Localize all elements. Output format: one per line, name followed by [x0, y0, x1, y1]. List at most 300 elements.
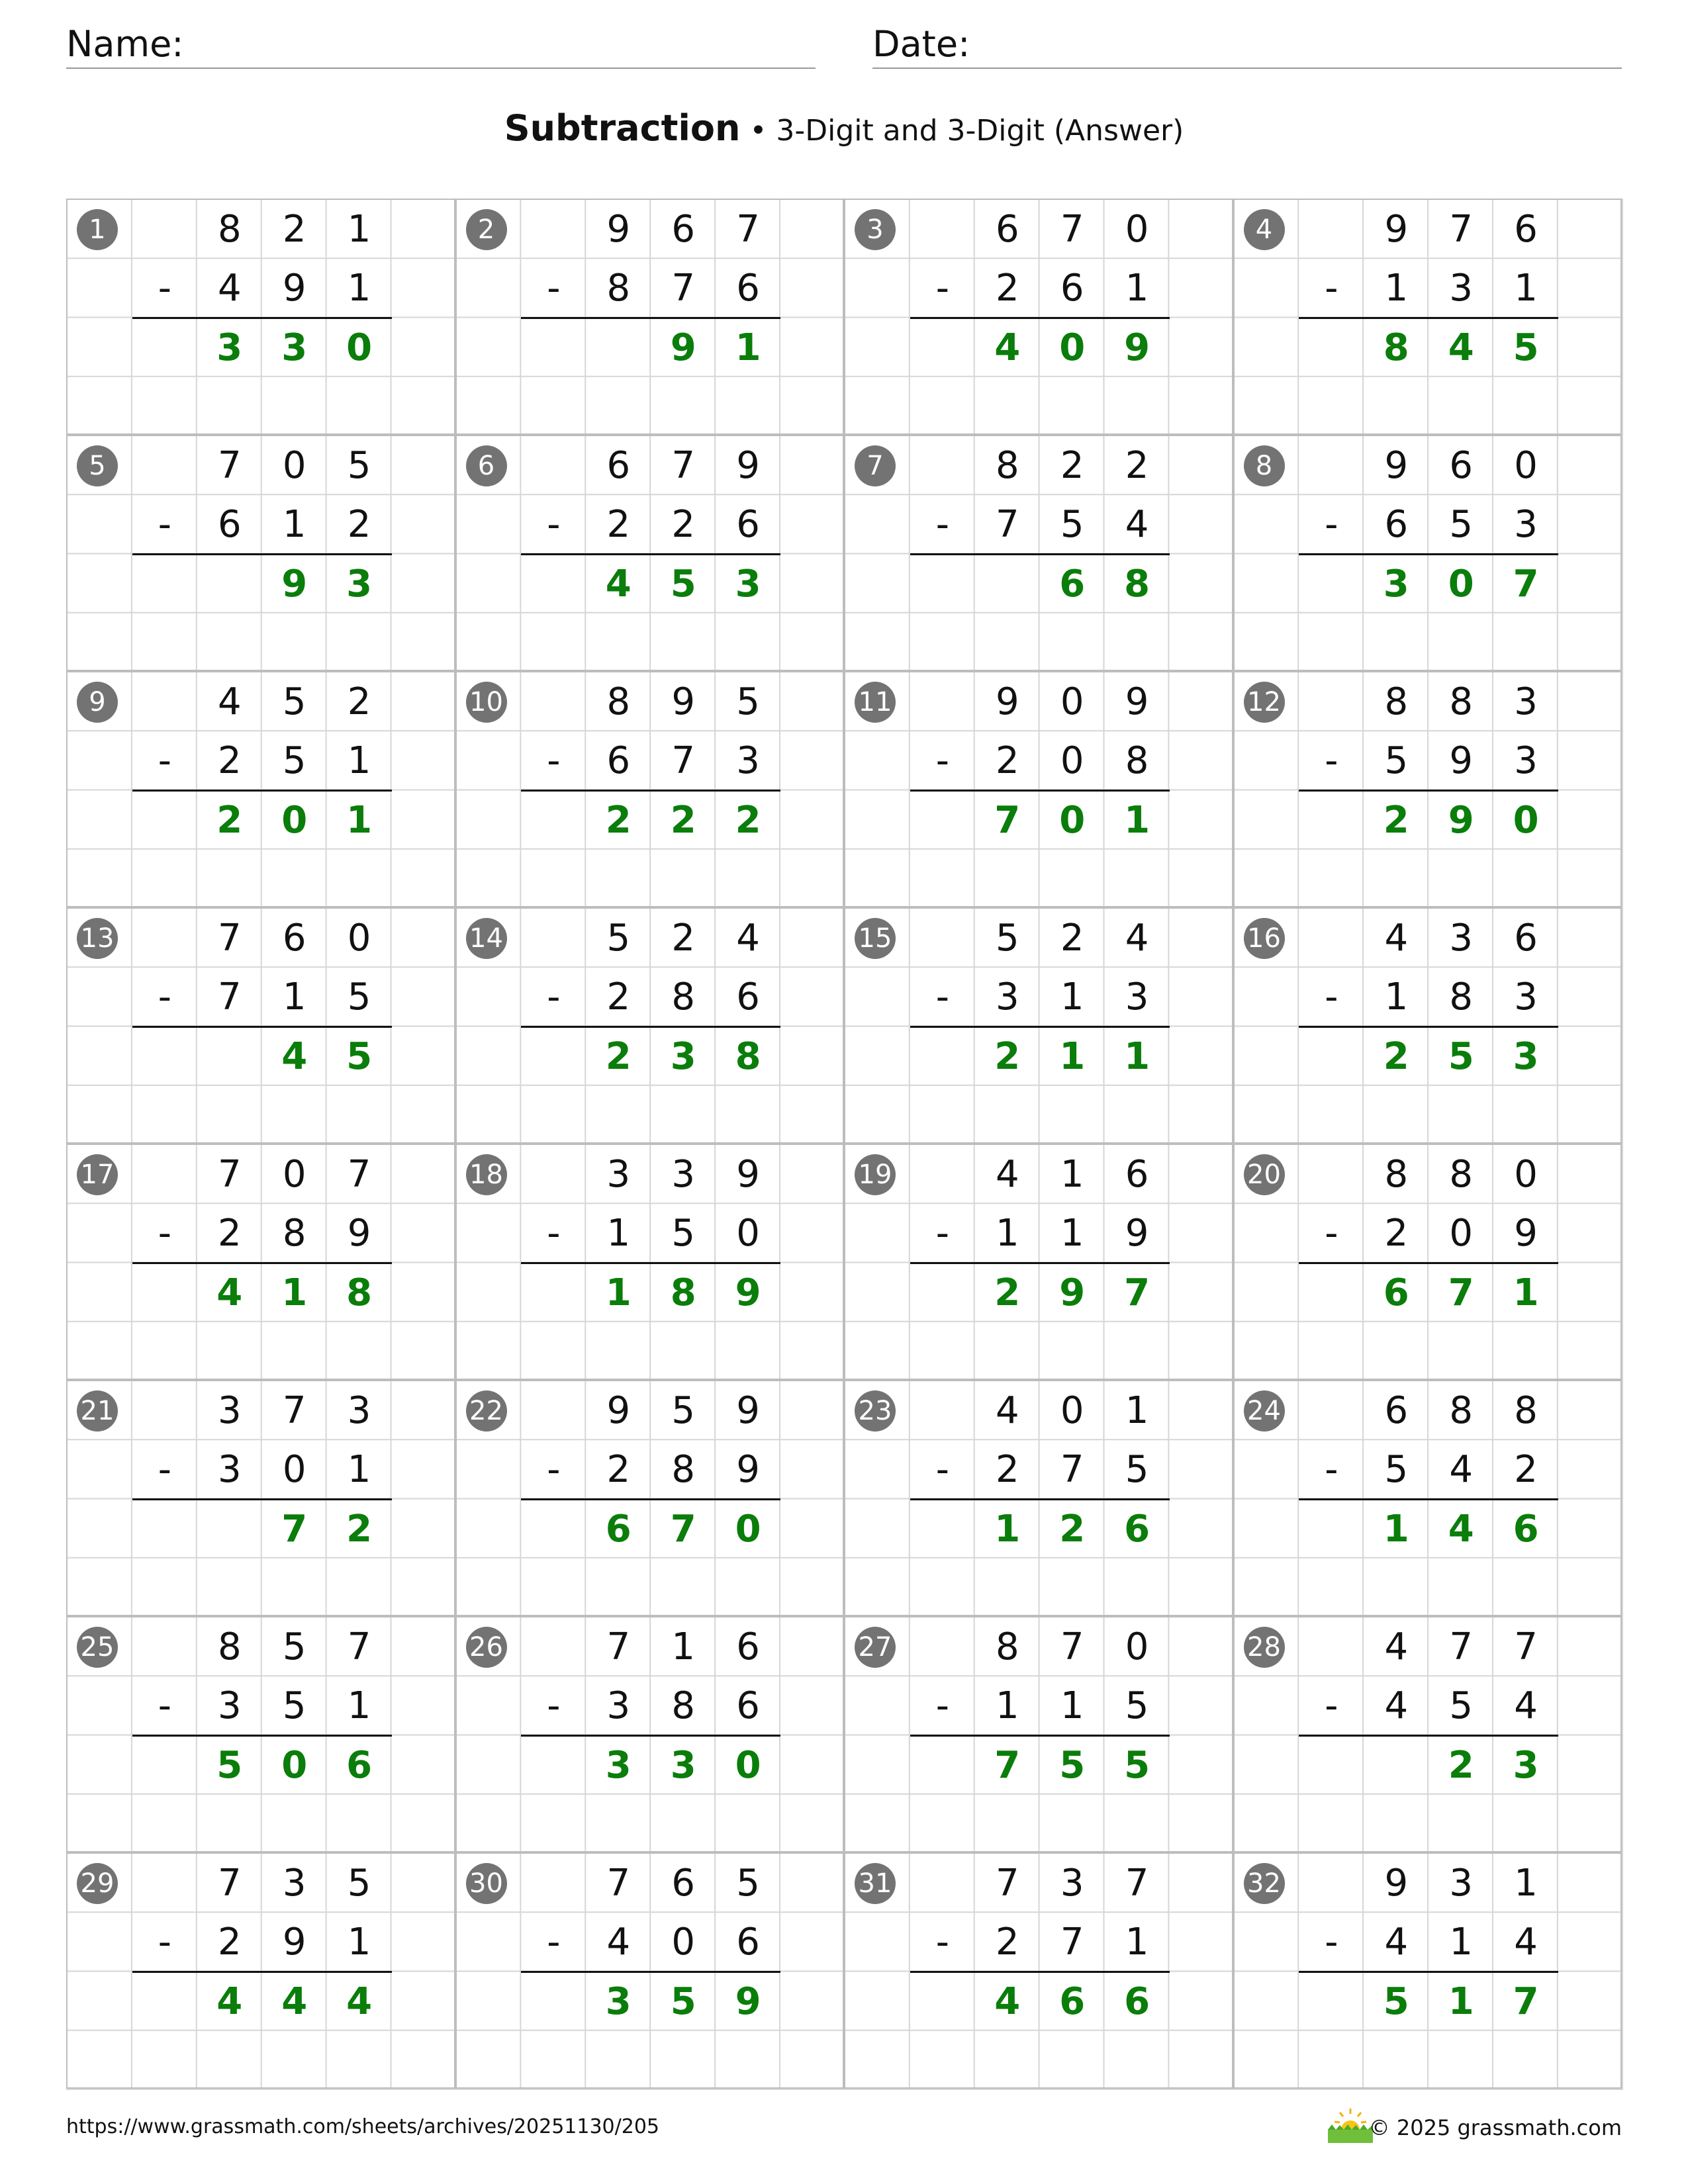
problem-number-badge: 25 [77, 1627, 118, 1668]
subtrahend-digit: 3 [217, 1448, 242, 1492]
problem-number-badge: 18 [466, 1154, 507, 1195]
minuend-digit: 2 [671, 917, 696, 960]
answer-digit: 0 [735, 1507, 761, 1551]
answer-rule [1299, 1498, 1558, 1500]
minuend-digit: 9 [671, 680, 696, 723]
minuend-digit: 7 [217, 1153, 242, 1196]
minus-sign: - [158, 1212, 171, 1255]
subtrahend-digit: 8 [1449, 976, 1474, 1019]
problem-20 [1233, 1144, 1622, 1380]
minuend-digit: 7 [671, 444, 696, 487]
subtrahend-digit: 8 [671, 976, 696, 1019]
subtrahend-digit: 1 [1060, 1684, 1084, 1728]
answer-rule [910, 1735, 1170, 1737]
problem-number-badge: 11 [855, 682, 896, 723]
answer-digit: 7 [1513, 562, 1539, 606]
minus-sign: - [158, 1684, 171, 1728]
problem-14 [455, 907, 845, 1144]
answer-digit: 7 [1124, 1271, 1150, 1314]
minuend-digit: 5 [736, 1862, 760, 1905]
subtrahend-digit: 3 [1514, 503, 1538, 547]
minus-sign: - [935, 976, 949, 1019]
minuend-digit: 3 [1449, 1862, 1474, 1905]
subtrahend-digit: 7 [671, 739, 696, 783]
subtrahend-digit: 2 [347, 503, 371, 547]
problem-18 [455, 1144, 845, 1380]
subtrahend-digit: 5 [282, 1684, 306, 1728]
minuend-digit: 3 [606, 1153, 631, 1196]
problem-number-badge: 16 [1244, 918, 1285, 959]
minus-sign: - [935, 1212, 949, 1255]
answer-rule [132, 1498, 392, 1500]
subtrahend-digit: 5 [1125, 1684, 1149, 1728]
problem-number-badge: 2 [466, 209, 507, 250]
answer-rule [132, 1735, 392, 1737]
minus-sign: - [1325, 1448, 1338, 1492]
subtrahend-digit: 5 [282, 739, 306, 783]
minuend-digit: 2 [347, 680, 371, 723]
answer-rule [1299, 1262, 1558, 1264]
problem-15 [844, 907, 1233, 1144]
subtrahend-digit: 2 [995, 1448, 1019, 1492]
answer-digit: 4 [216, 1271, 243, 1314]
problem-6 [455, 435, 845, 671]
subtrahend-digit: 5 [1449, 503, 1474, 547]
minuend-digit: 8 [995, 1625, 1019, 1668]
subtrahend-digit: 1 [1384, 976, 1409, 1019]
minus-sign: - [158, 267, 171, 310]
problem-number-badge: 13 [77, 918, 118, 959]
subtrahend-digit: 8 [671, 1448, 696, 1492]
subtrahend-digit: 2 [995, 267, 1019, 310]
minus-sign: - [935, 1684, 949, 1728]
problem-number-badge: 14 [466, 918, 507, 959]
subtrahend-digit: 1 [282, 503, 306, 547]
problem-number-badge: 26 [466, 1627, 507, 1668]
minuend-digit: 7 [1060, 1625, 1084, 1668]
subtrahend-digit: 8 [1125, 739, 1149, 783]
minuend-digit: 0 [1060, 680, 1084, 723]
minus-sign: - [1325, 1684, 1338, 1728]
minuend-digit: 6 [1514, 208, 1538, 251]
problem-8 [1233, 435, 1622, 671]
answer-digit: 1 [1448, 1979, 1474, 2023]
minuend-digit: 9 [1384, 1862, 1409, 1905]
subtrahend-digit: 3 [217, 1684, 242, 1728]
minuend-digit: 1 [1514, 1862, 1538, 1905]
minuend-digit: 2 [1060, 444, 1084, 487]
answer-digit: 4 [605, 562, 632, 606]
minuend-digit: 0 [347, 917, 371, 960]
answer-digit: 6 [346, 1743, 373, 1787]
answer-digit: 8 [735, 1034, 761, 1078]
problem-number-badge: 1 [77, 209, 118, 250]
answer-digit: 2 [994, 1034, 1021, 1078]
date-field[interactable] [872, 20, 1622, 69]
minuend-digit: 6 [1384, 1389, 1409, 1432]
title-main: Subtraction [504, 107, 741, 149]
answer-digit: 3 [735, 562, 761, 606]
answer-rule [1299, 1735, 1558, 1737]
answer-digit: 6 [1383, 1271, 1409, 1314]
subtrahend-digit: 6 [736, 1684, 760, 1728]
answer-digit: 4 [994, 1979, 1021, 2023]
minuend-digit: 3 [671, 1153, 696, 1196]
minuend-digit: 7 [217, 1862, 242, 1905]
subtrahend-digit: 3 [1125, 976, 1149, 1019]
answer-digit: 0 [1448, 562, 1474, 606]
answer-rule [1299, 790, 1558, 792]
subtrahend-digit: 3 [995, 976, 1019, 1019]
subtrahend-digit: 1 [995, 1212, 1019, 1255]
answer-digit: 3 [1513, 1743, 1539, 1787]
minuend-digit: 5 [347, 444, 371, 487]
subtrahend-digit: 4 [1514, 1921, 1538, 1964]
minuend-digit: 2 [1125, 444, 1149, 487]
answer-rule [910, 1971, 1170, 1973]
subtrahend-digit: 5 [1449, 1684, 1474, 1728]
subtrahend-digit: 2 [671, 503, 696, 547]
minuend-digit: 7 [995, 1862, 1019, 1905]
answer-rule [132, 1971, 392, 1973]
minuend-digit: 6 [1514, 917, 1538, 960]
subtrahend-digit: 0 [1060, 739, 1084, 783]
subtrahend-digit: 5 [1384, 739, 1409, 783]
minuend-digit: 9 [1384, 444, 1409, 487]
subtrahend-digit: 2 [606, 976, 631, 1019]
minuend-digit: 8 [217, 208, 242, 251]
answer-digit: 4 [216, 1979, 243, 2023]
minus-sign: - [547, 976, 561, 1019]
minuend-digit: 3 [1514, 680, 1538, 723]
minuend-digit: 8 [1384, 680, 1409, 723]
subtrahend-digit: 1 [282, 976, 306, 1019]
answer-rule [132, 790, 392, 792]
title-subtitle: 3-Digit and 3-Digit (Answer) [776, 114, 1184, 148]
minus-sign: - [547, 1921, 561, 1964]
answer-digit: 6 [605, 1507, 632, 1551]
minuend-digit: 8 [606, 680, 631, 723]
subtrahend-digit: 6 [736, 976, 760, 1019]
minuend-digit: 9 [1125, 680, 1149, 723]
minuend-digit: 1 [1125, 1389, 1149, 1432]
problem-32 [1233, 1852, 1622, 2089]
subtrahend-digit: 9 [347, 1212, 371, 1255]
answer-digit: 9 [735, 1271, 761, 1314]
minuend-digit: 4 [736, 917, 760, 960]
subtrahend-digit: 1 [347, 267, 371, 310]
minuend-digit: 0 [1060, 1389, 1084, 1432]
minus-sign: - [547, 503, 561, 547]
problem-number-badge: 24 [1244, 1390, 1285, 1432]
subtrahend-digit: 2 [995, 739, 1019, 783]
subtrahend-digit: 5 [671, 1212, 696, 1255]
minuend-digit: 8 [1514, 1389, 1538, 1432]
minuend-digit: 6 [671, 1862, 696, 1905]
answer-digit: 6 [1124, 1979, 1150, 2023]
problem-number-badge: 32 [1244, 1863, 1285, 1904]
subtrahend-digit: 0 [282, 1448, 306, 1492]
subtrahend-digit: 5 [347, 976, 371, 1019]
subtrahend-digit: 6 [736, 267, 760, 310]
minuend-digit: 5 [606, 917, 631, 960]
problem-number-badge: 20 [1244, 1154, 1285, 1195]
minus-sign: - [935, 739, 949, 783]
answer-digit: 2 [994, 1271, 1021, 1314]
problem-7 [844, 435, 1233, 671]
problem-number-badge: 31 [855, 1863, 896, 1904]
minus-sign: - [547, 1448, 561, 1492]
date-label: Date: [872, 23, 970, 65]
subtrahend-digit: 5 [1125, 1448, 1149, 1492]
minuend-digit: 9 [736, 444, 760, 487]
subtrahend-digit: 6 [1060, 267, 1084, 310]
minuend-digit: 7 [1449, 1625, 1474, 1668]
answer-digit: 1 [1124, 1034, 1150, 1078]
answer-digit: 0 [735, 1743, 761, 1787]
answer-digit: 5 [1448, 1034, 1474, 1078]
minuend-digit: 5 [282, 1625, 306, 1668]
minus-sign: - [1325, 1212, 1338, 1255]
minuend-digit: 7 [217, 444, 242, 487]
answer-rule [910, 1498, 1170, 1500]
answer-rule [132, 1026, 392, 1028]
minuend-digit: 1 [1060, 1153, 1084, 1196]
answer-digit: 1 [1059, 1034, 1086, 1078]
subtrahend-digit: 2 [606, 1448, 631, 1492]
subtrahend-digit: 1 [606, 1212, 631, 1255]
problem-number-badge: 17 [77, 1154, 118, 1195]
answer-digit: 1 [605, 1271, 632, 1314]
subtrahend-digit: 9 [1514, 1212, 1538, 1255]
minus-sign: - [547, 267, 561, 310]
answer-digit: 7 [1513, 1979, 1539, 2023]
problem-number-badge: 19 [855, 1154, 896, 1195]
answer-digit: 6 [1124, 1507, 1150, 1551]
subtrahend-digit: 0 [736, 1212, 760, 1255]
problem-27 [844, 1616, 1233, 1852]
minus-sign: - [158, 503, 171, 547]
problem-number-badge: 15 [855, 918, 896, 959]
subtrahend-digit: 7 [1060, 1448, 1084, 1492]
subtrahend-digit: 7 [671, 267, 696, 310]
minuend-digit: 0 [1125, 1625, 1149, 1668]
problem-4 [1233, 199, 1622, 435]
answer-rule [1299, 553, 1558, 555]
subtrahend-digit: 0 [1449, 1212, 1474, 1255]
answer-digit: 2 [605, 1034, 632, 1078]
minuend-digit: 7 [347, 1625, 371, 1668]
problem-number-badge: 22 [466, 1390, 507, 1432]
minuend-digit: 7 [347, 1153, 371, 1196]
minuend-digit: 9 [606, 208, 631, 251]
answer-digit: 9 [735, 1979, 761, 2023]
subtrahend-digit: 4 [1384, 1684, 1409, 1728]
answer-digit: 3 [1513, 1034, 1539, 1078]
subtrahend-digit: 4 [1514, 1684, 1538, 1728]
problem-number-badge: 30 [466, 1863, 507, 1904]
minus-sign: - [158, 1921, 171, 1964]
subtrahend-digit: 9 [736, 1448, 760, 1492]
problem-2 [455, 199, 845, 435]
answer-rule [521, 1735, 780, 1737]
problem-5 [66, 435, 455, 671]
minus-sign: - [158, 1448, 171, 1492]
answer-rule [521, 1026, 780, 1028]
problem-number-badge: 12 [1244, 682, 1285, 723]
subtrahend-digit: 4 [606, 1921, 631, 1964]
subtrahend-digit: 8 [606, 267, 631, 310]
subtrahend-digit: 1 [1449, 1921, 1474, 1964]
problem-number-badge: 5 [77, 445, 118, 486]
subtrahend-digit: 1 [1060, 1212, 1084, 1255]
problem-grid [66, 199, 1623, 2090]
answer-rule [910, 1026, 1170, 1028]
answer-digit: 5 [346, 1034, 373, 1078]
answer-digit: 1 [1513, 1271, 1539, 1314]
minuend-digit: 6 [671, 208, 696, 251]
answer-digit: 2 [735, 798, 761, 842]
minus-sign: - [158, 976, 171, 1019]
subtrahend-digit: 6 [217, 503, 242, 547]
subtrahend-digit: 1 [1060, 976, 1084, 1019]
minuend-digit: 7 [606, 1862, 631, 1905]
minuend-digit: 8 [217, 1625, 242, 1668]
subtrahend-digit: 1 [347, 1684, 371, 1728]
subtrahend-digit: 1 [1384, 267, 1409, 310]
answer-rule [521, 317, 780, 319]
minuend-digit: 0 [282, 1153, 306, 1196]
minuend-digit: 0 [1514, 444, 1538, 487]
answer-digit: 3 [605, 1743, 632, 1787]
answer-rule [910, 790, 1170, 792]
problem-23 [844, 1380, 1233, 1616]
answer-digit: 2 [1383, 1034, 1409, 1078]
subtrahend-digit: 1 [995, 1684, 1019, 1728]
worksheet-title [0, 107, 1688, 149]
problem-number-badge: 9 [77, 682, 118, 723]
answer-digit: 1 [735, 326, 761, 369]
minuend-digit: 1 [347, 208, 371, 251]
subtrahend-digit: 9 [1449, 739, 1474, 783]
minuend-digit: 8 [1384, 1153, 1409, 1196]
minuend-digit: 5 [995, 917, 1019, 960]
answer-digit: 1 [1383, 1507, 1409, 1551]
subtrahend-digit: 2 [1514, 1448, 1538, 1492]
minuend-digit: 3 [282, 1862, 306, 1905]
footer-copyright: © 2025 grassmath.com [1368, 2115, 1622, 2140]
subtrahend-digit: 3 [1514, 739, 1538, 783]
subtrahend-digit: 3 [736, 739, 760, 783]
answer-digit: 0 [346, 326, 373, 369]
problem-31 [844, 1852, 1233, 2089]
answer-digit: 2 [346, 1507, 373, 1551]
answer-digit: 1 [346, 798, 373, 842]
problem-28 [1233, 1616, 1622, 1852]
answer-rule [1299, 317, 1558, 319]
answer-digit: 0 [1059, 798, 1086, 842]
answer-digit: 5 [670, 562, 696, 606]
answer-rule [521, 790, 780, 792]
minuend-digit: 6 [736, 1625, 760, 1668]
minuend-digit: 6 [995, 208, 1019, 251]
subtrahend-digit: 1 [1125, 1921, 1149, 1964]
problem-17 [66, 1144, 455, 1380]
answer-digit: 7 [281, 1507, 308, 1551]
answer-digit: 3 [1383, 562, 1409, 606]
minuend-digit: 1 [671, 1625, 696, 1668]
problem-1 [66, 199, 455, 435]
footer-url: https://www.grassmath.com/sheets/archives/20251130/205 [66, 2115, 660, 2138]
subtrahend-digit: 2 [995, 1921, 1019, 1964]
problem-9 [66, 671, 455, 907]
problem-24 [1233, 1380, 1622, 1616]
answer-digit: 3 [216, 326, 243, 369]
answer-rule [910, 553, 1170, 555]
problem-16 [1233, 907, 1622, 1144]
subtrahend-digit: 5 [1384, 1448, 1409, 1492]
problem-number-badge: 23 [855, 1390, 896, 1432]
answer-digit: 0 [1513, 798, 1539, 842]
answer-digit: 8 [670, 1271, 696, 1314]
subtrahend-digit: 6 [736, 503, 760, 547]
subtrahend-digit: 9 [1125, 1212, 1149, 1255]
answer-digit: 3 [281, 326, 308, 369]
minuend-digit: 7 [1514, 1625, 1538, 1668]
answer-digit: 2 [1059, 1507, 1086, 1551]
problem-number-badge: 6 [466, 445, 507, 486]
minuend-digit: 4 [995, 1389, 1019, 1432]
answer-digit: 7 [994, 798, 1021, 842]
subtrahend-digit: 7 [217, 976, 242, 1019]
minus-sign: - [935, 1448, 949, 1492]
minuend-digit: 2 [1060, 917, 1084, 960]
problem-10 [455, 671, 845, 907]
subtrahend-digit: 6 [606, 739, 631, 783]
minuend-digit: 5 [671, 1389, 696, 1432]
answer-rule [132, 317, 392, 319]
minus-sign: - [547, 1212, 561, 1255]
subtrahend-digit: 6 [736, 1921, 760, 1964]
minuend-digit: 3 [1449, 917, 1474, 960]
name-label: Name: [66, 23, 184, 65]
answer-digit: 5 [670, 1979, 696, 2023]
minuend-digit: 0 [1514, 1153, 1538, 1196]
answer-digit: 7 [670, 1507, 696, 1551]
problem-11 [844, 671, 1233, 907]
name-field[interactable] [66, 20, 816, 69]
answer-digit: 9 [670, 326, 696, 369]
subtrahend-digit: 2 [606, 503, 631, 547]
subtrahend-digit: 7 [1060, 1921, 1084, 1964]
subtrahend-digit: 0 [671, 1921, 696, 1964]
minuend-digit: 8 [995, 444, 1019, 487]
minus-sign: - [547, 739, 561, 783]
minuend-digit: 4 [1125, 917, 1149, 960]
problem-19 [844, 1144, 1233, 1380]
subtrahend-digit: 2 [1384, 1212, 1409, 1255]
minus-sign: - [1325, 739, 1338, 783]
answer-digit: 5 [1383, 1979, 1409, 2023]
problem-number-badge: 3 [855, 209, 896, 250]
answer-digit: 9 [1124, 326, 1150, 369]
answer-rule [910, 317, 1170, 319]
minuend-digit: 8 [1449, 680, 1474, 723]
subtrahend-digit: 1 [347, 739, 371, 783]
subtrahend-digit: 8 [671, 1684, 696, 1728]
title-separator: • [740, 114, 776, 148]
minus-sign: - [935, 1921, 949, 1964]
